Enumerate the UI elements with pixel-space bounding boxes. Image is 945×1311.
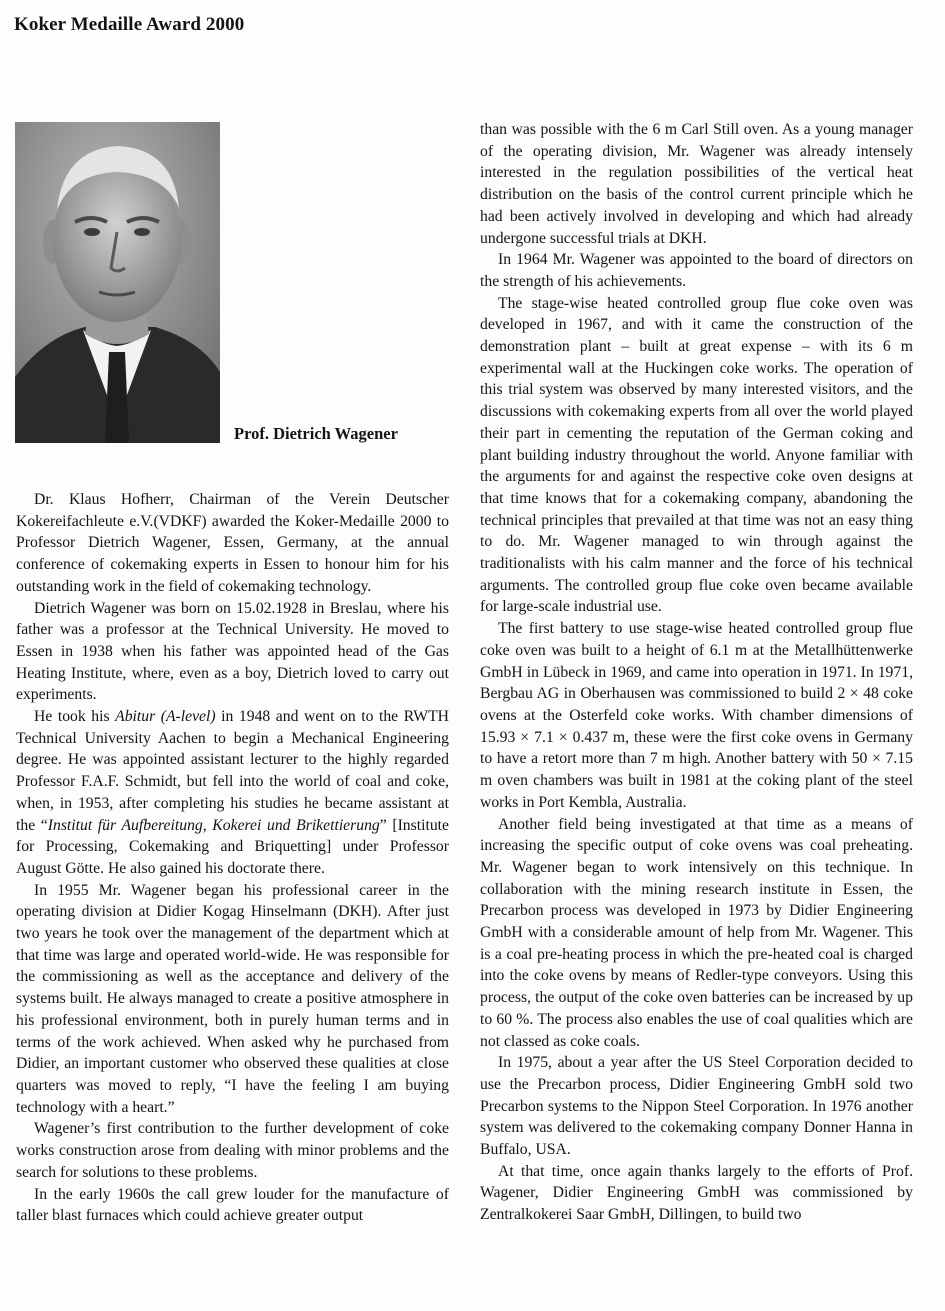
article-left-column — [16, 489, 449, 1227]
page-title: Koker Medaille Award 2000 — [14, 14, 245, 35]
photo-caption: Prof. Dietrich Wagener — [234, 424, 398, 443]
italic-text: Institut für Aufbereitung, Kokerei und Brikettierung — [47, 816, 380, 834]
text-run: He took his — [34, 708, 116, 726]
paragraph: In 1975, about a year after the US Steel Corporation decided to use the Precarbon process, Didier Engineering GmbH sold two Precarbon systems to the Nippon Steel Corporation. In 1976 another system was delivered to the cokemaking company Donner Hanna in Buffalo, USA. — [480, 1054, 913, 1159]
article-right-column — [480, 119, 913, 1226]
text-run: ” [Institute for Processing, Cokemaking and Briquetting] under Professor August Götte. He also gained his doctorate there. — [16, 816, 449, 877]
paragraph: The first battery to use stage-wise heated controlled group flue coke oven was built to a height of 6.1 m at the Metallhüttenwerke GmbH in Lübeck in 1969, and came into operation in 1971. In 1971, Bergbau AG in Oberhausen was commissioned to build 2 × 48 coke ovens at the Osterfeld coke works. With chamber dimensions of 15.93 × 7.1 × 0.437 m, these were the first coke ovens in Germany to have a retort more than 7 m high. Another battery with 50 × 7.15 m oven chambers was built in 1981 at the coking plant of the steel works in Port Kembla, Australia. — [480, 620, 913, 811]
paragraph — [16, 706, 449, 880]
paragraph: Dietrich Wagener was born on 15.02.1928 in Breslau, where his father was a professor at the Technical University. He moved to Essen in 1938 when his father was appointed head of the Gas Heating Institute, where, even as a boy, Dietrich loved to carry out experiments. — [16, 599, 449, 704]
paragraph: At that time, once again thanks largely to the efforts of Prof. Wagener, Didier Engineering GmbH was commissioned by Zentralkokerei Saar GmbH, Dillingen, to build two — [480, 1162, 913, 1224]
paragraph: than was possible with the 6 m Carl Still oven. As a young manager of the operating division, Mr. Wagener was already intensely interested in the regulation possibilities of the vertical heat distribution on the basis of the control current principle which he had been actively involved in developing and which had already undergone successful trials at DKH. — [480, 121, 913, 247]
paragraph: Another field being investigated at that time as a means of increasing the specific output of coke ovens was coal preheating. Mr. Wagener began to work intensively on this technique. In collaboration with the mining research institute in Essen, the Precarbon process was developed in 1973 by Didier Engineering GmbH with a considerable amount of help from Mr. Wagener. This is a coal pre-heating process in which the pre-heated coal is charged into the coke ovens by means of Redler-type conveyors. Using this process, the output of the coke oven batteries can be increased by up to 60 %. The process also enables the use of coal qualities which are not classed as coke coals. — [480, 815, 913, 1050]
portrait-image — [15, 122, 220, 443]
paragraph: Dr. Klaus Hofherr, Chairman of the Verein Deutscher Kokereifachleute e.V.(VDKF) awarded the Koker-Medaille 2000 to Professor Dietrich Wagener, Essen, Germany, at the annual conference of cokemaking experts in Essen to honour him for his outstanding work in the field of cokemaking technology. — [16, 491, 449, 595]
italic-text: Abitur (A-level) — [115, 708, 216, 726]
paragraph: In 1955 Mr. Wagener began his professional career in the operating division at Didier Kogag Hinselmann (DKH). After just two years he took over the management of the department which at that time was large and operated world-wide. He was responsible for the commissioning as well as the acceptance and delivery of the systems built. He always managed to create a positive atmosphere in his professional environment, both in purely human terms and in terms of the work achieved. When asked why he purchased from Didier, an important customer who observed these qualities at close quarters was moved to reply, “I have the feeling I am buying technology with a heart.” — [16, 881, 449, 1116]
portrait-photo — [15, 122, 220, 443]
paragraph: In 1964 Mr. Wagener was appointed to the board of directors on the strength of his achievements. — [480, 251, 913, 290]
text-run: in 1948 and went on to the RWTH Technical University Aachen to begin a Mechanical Engineering degree. He was appointed assistant lecturer to the highly regarded Professor F.A.F. Schmidt, but fell into the world of coal and coke, when, in 1953, after completing his studies he became assistant at the “ — [16, 708, 450, 834]
paragraph: Wagener’s first contribution to the further development of coke works construction arose from dealing with minor problems and the search for solutions to these problems. — [16, 1120, 449, 1181]
paragraph: The stage-wise heated controlled group flue coke oven was developed in 1967, and with it came the construction of the demonstration plant – built at great expense – with its 6 m experimental wall at the Huckingen coke works. The operation of this trial system was observed by many interested visitors, and the discussions with cokemaking experts from all over the world played their part in cementing the reputation of the German coking and plant building industry throughout the world. Anyone familiar with the arguments for and against the respective coke oven designs at that time knows that for a cokemaking company, abandoning the technical principles that prevailed at that time was not an easy thing to do. Mr. Wagener managed to win through against the traditionalists with his calm manner and the force of his technical arguments. The controlled group flue coke oven became available for large-scale industrial use. — [480, 294, 913, 616]
paragraph: In the early 1960s the call grew louder for the manufacture of taller blast furnaces which could achieve greater output — [16, 1185, 449, 1225]
